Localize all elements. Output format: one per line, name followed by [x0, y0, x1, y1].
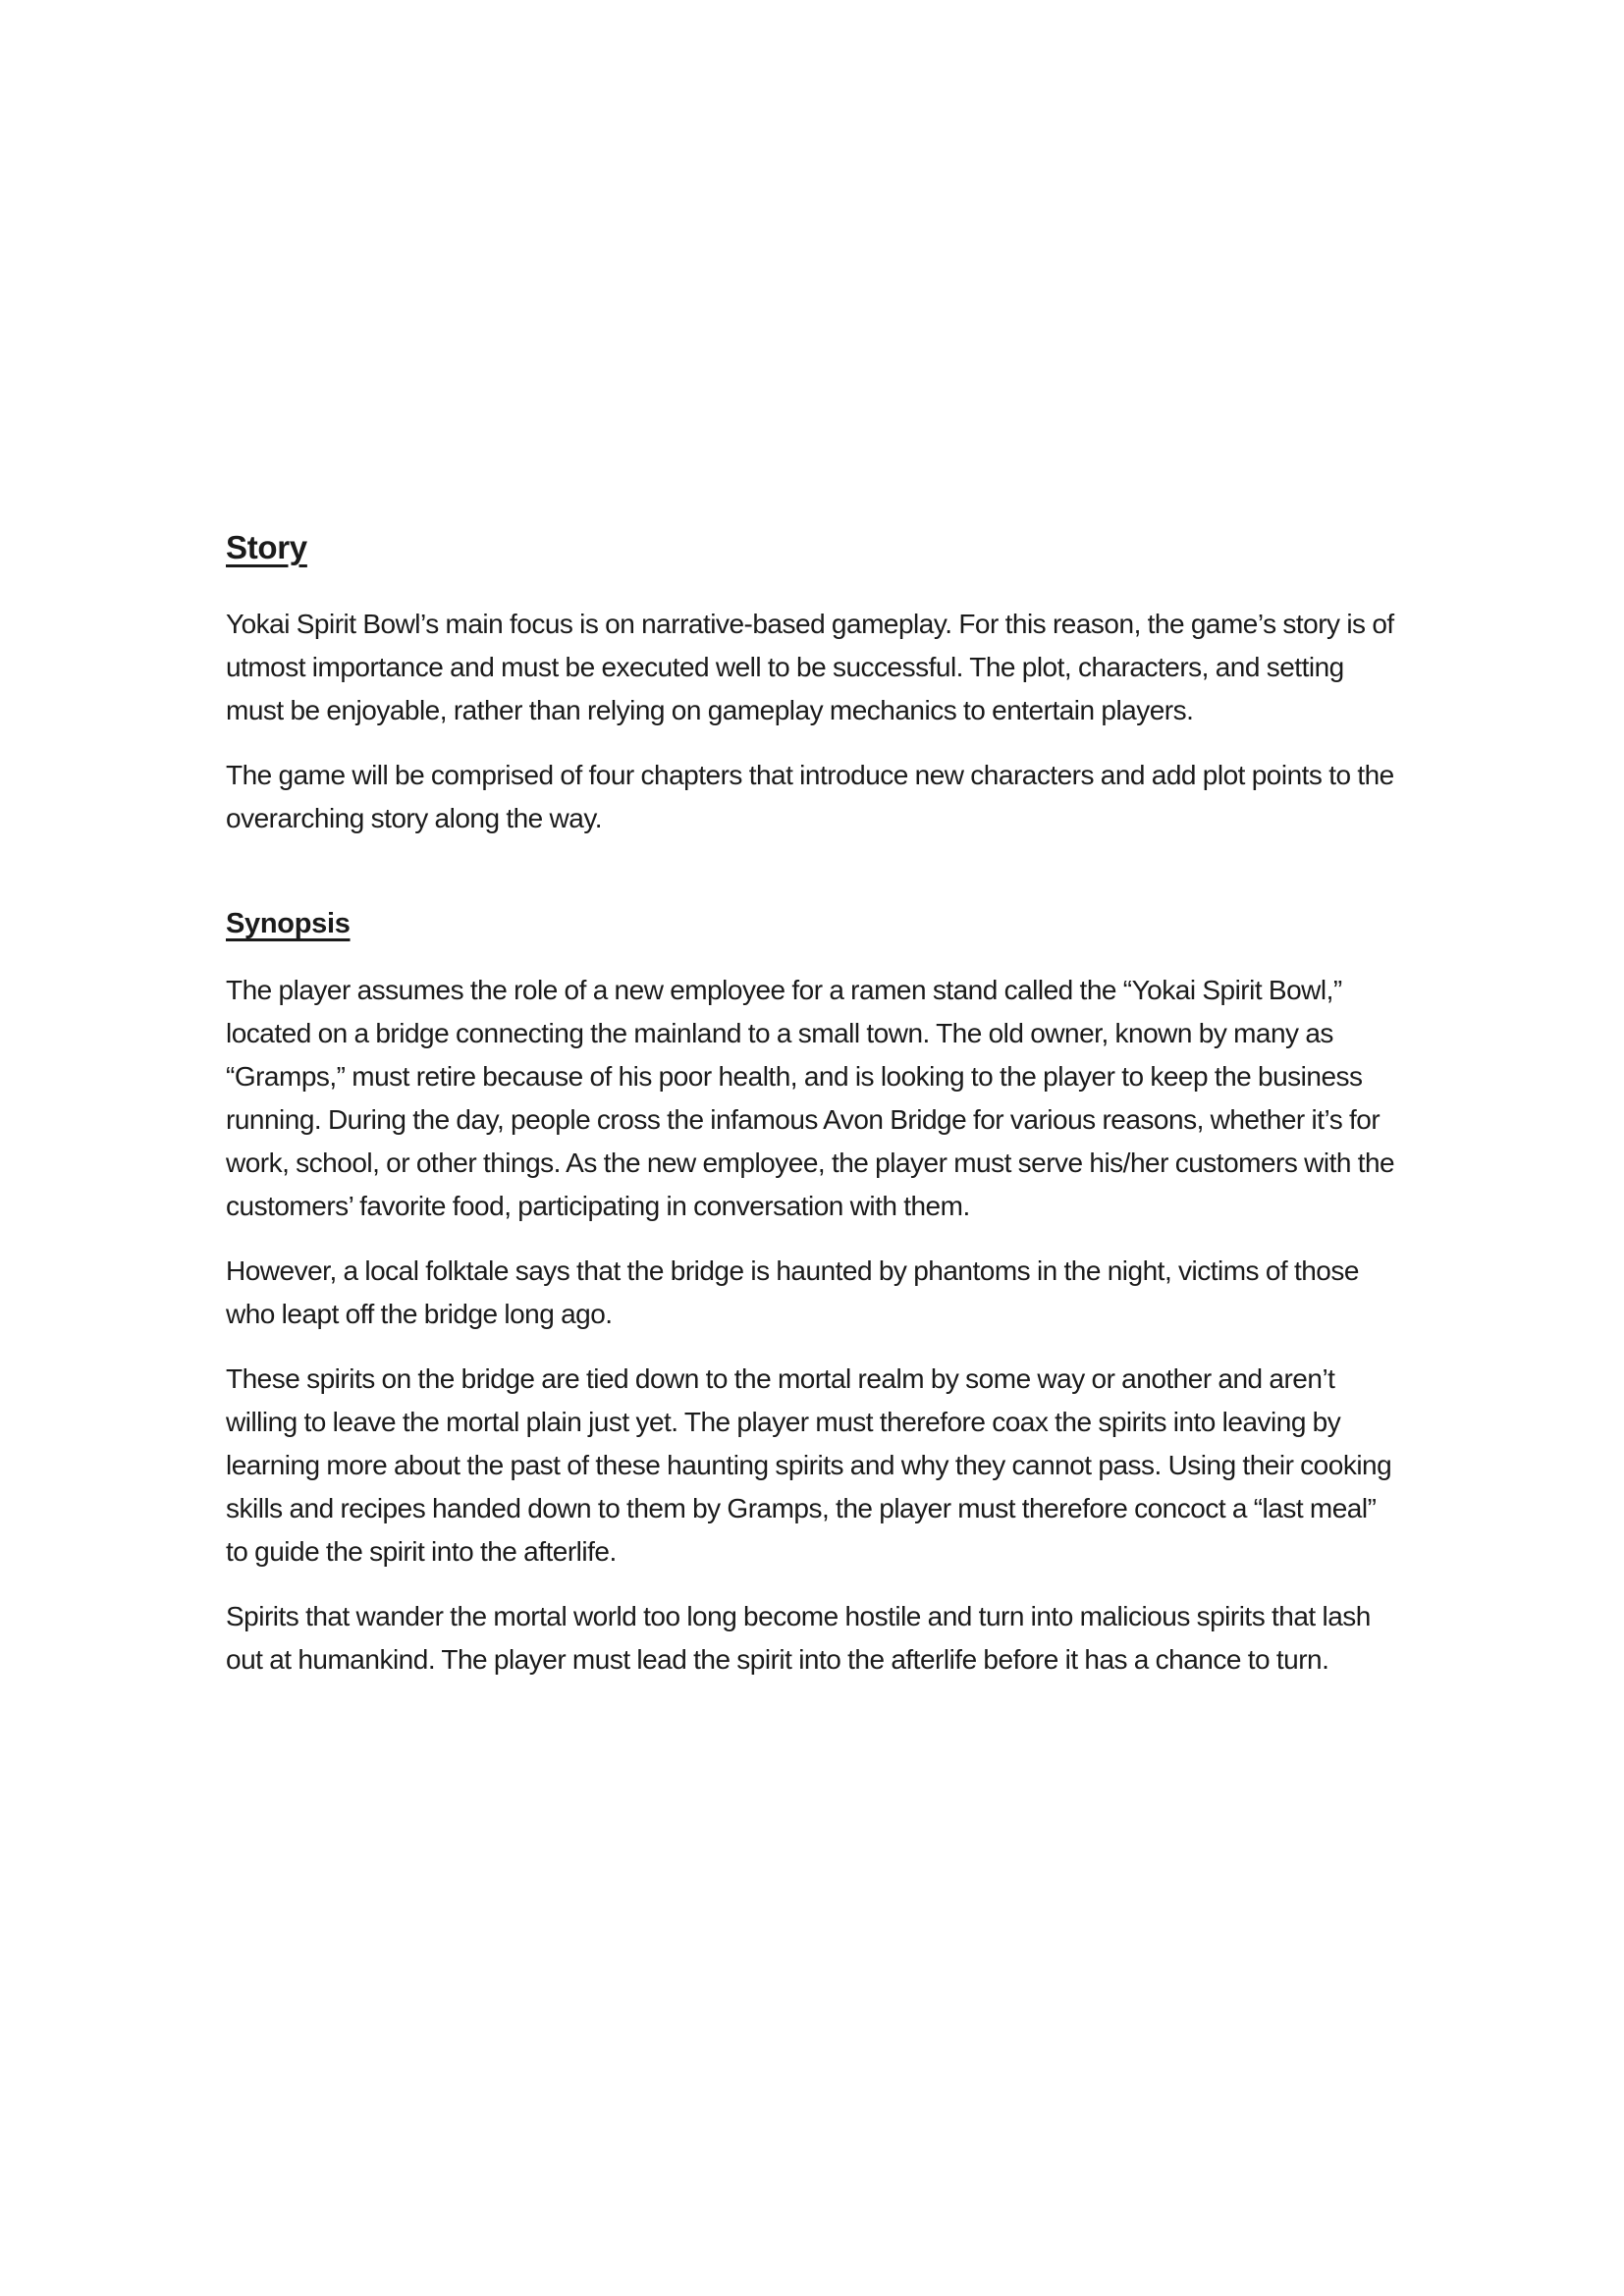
story-heading — [226, 526, 1400, 569]
document-content — [226, 526, 1400, 1682]
synopsis-paragraph-1: The player assumes the role of a new employee for a ramen stand called the “Yokai Spirit Bowl,” located on a bridge connecting the mainland to a small town. The old owner, known by many as “Gramps,” must retire because of his poor health, and is looking to the player to keep the business running. During the day, people cross the infamous Avon Bridge for various reasons, whether it’s for work, school, or other things. As the new employee, the player must serve his/her customers with the customers’ favorite food, participating in conversation with them. — [226, 975, 1395, 1221]
synopsis-heading-text: Synopsis — [226, 908, 351, 939]
synopsis-paragraph-4: Spirits that wander the mortal world too long become hostile and turn into malicious spirits that lash out at humankind. The player must lead the spirit into the afterlife before it has a chance to turn. — [226, 1601, 1371, 1675]
synopsis-paragraph-2: However, a local folktale says that the bridge is haunted by phantoms in the night, victims of those who leapt off the bridge long ago. — [226, 1255, 1359, 1329]
story-paragraph-2: The game will be comprised of four chapters that introduce new characters and add plot points to the overarching story along the way. — [226, 760, 1394, 833]
story-paragraph-1: Yokai Spirit Bowl’s main focus is on narrative-based gameplay. For this reason, the game’s story is of utmost importance and must be executed well to be successful. The plot, characters, and setting must be enjoyable, rather than relying on gameplay mechanics to entertain players. — [226, 609, 1394, 725]
synopsis-paragraph-3: These spirits on the bridge are tied down to the mortal realm by some way or another and aren’t willing to leave the mortal plain just yet. The player must therefore coax the spirits into leaving by learning more about the past of these haunting spirits and why they cannot pass. Using their cooking skills and recipes handed down to them by Gramps, the player must therefore concoct a “last meal” to guide the spirit into the afterlife. — [226, 1363, 1392, 1567]
synopsis-heading — [226, 904, 1400, 943]
story-heading-text: Story — [226, 529, 307, 565]
